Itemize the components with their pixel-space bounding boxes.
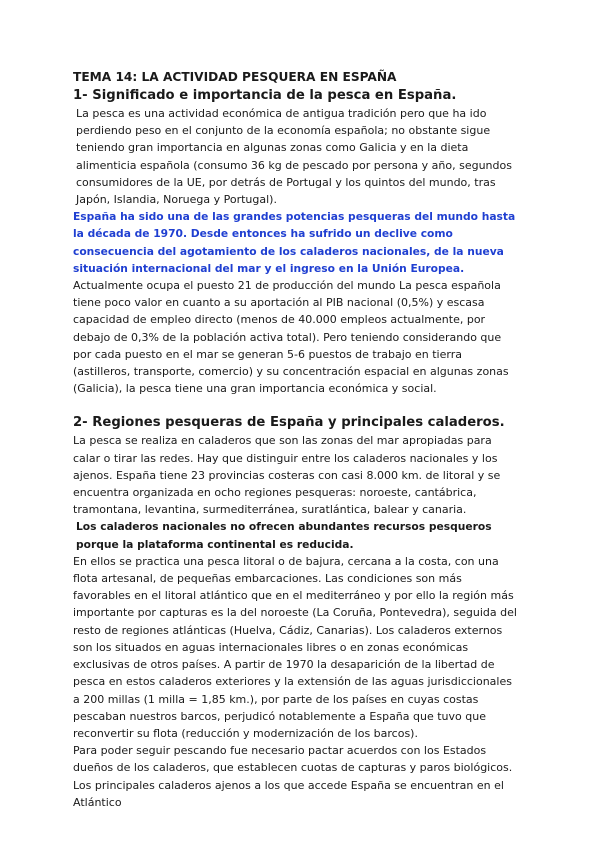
section-2-bold-paragraph: Los caladeros nacionales no ofrecen abundantes recursos pesqueros porque la plataforma continental es reducida.	[76, 520, 492, 551]
document-title: TEMA 14: LA ACTIVIDAD PESQUERA EN ESPAÑA	[73, 70, 397, 84]
section-1-heading: 1- Significado e importancia de la pesca en España.	[73, 88, 457, 103]
section-1-paragraph-2: Actualmente ocupa el puesto 21 de producción del mundo La pesca española tiene poco valor en cuanto a su aportación al PIB nacional (0,5%) y escasa capacidad de empleo directo (menos de 40.000 empleos actualmente, por debajo de 0,3% de la población activa total). Pero teniendo considerando que por cada puesto en el mar se generan 5-6 puestos de trabajo en tierra (astilleros, transporte, comercio) y su concentración espacial en algunas zonas (Galicia), la pesca tiene una gran importancia económica y social.	[73, 279, 509, 396]
section-2-paragraph-3: Para poder seguir pescando fue necesario pactar acuerdos con los Estados dueños de los caladeros, que establecen cuotas de capturas y paros biológicos. Los principales caladeros ajenos a los que accede España se encuentran en el Atlántico	[73, 744, 513, 809]
section-2-paragraph-1: La pesca se realiza en caladeros que son las zonas del mar apropiadas para calar o tirar las redes. Hay que distinguir entre los caladeros nacionales y los ajenos. España tiene 23 provincias costeras con casi 8.000 km. de litoral y se encuentra organizada en ocho regiones pesqueras: noroeste, cantábrica, tramontana, levantina, surmediterránea, suratlántica, balear y canaria.	[73, 434, 501, 517]
section-1-highlight-paragraph: España ha sido una de las grandes potencias pesqueras del mundo hasta la década de 1970. Desde entonces ha sufrido un declive como consecuencia del agotamiento de los caladeros nacionales, de la nueva situación internacional del mar y el ingreso en la Unión Europea.	[73, 210, 516, 275]
section-1-paragraph-1: La pesca es una actividad económica de antigua tradición pero que ha ido perdiendo peso en el conjunto de la economía española; no obstante sigue teniendo gran importancia en algunas zonas como Galicia y en la dieta alimenticia española (consumo 36 kg de pescado por persona y año, segundos consumidores de la UE, por detrás de Portugal y los quintos del mundo, tras Japón, Islandia, Noruega y Portugal).	[76, 107, 512, 207]
section-2-paragraph-2: En ellos se practica una pesca litoral o de bajura, cercana a la costa, con una flota artesanal, de pequeñas embarcaciones. Las condiciones son más favorables en el litoral atlántico que en el mediterráneo y por ello la región más importante por capturas es la del noroeste (La Coruña, Pontevedra), seguida del resto de regiones atlánticas (Huelva, Cádiz, Canarias). Los caladeros externos son los situados en aguas internacionales libres o en zonas económicas exclusivas de otros países. A partir de 1970 la desaparición de la libertad de pesca en estos caladeros exteriores y la extensión de las aguas jurisdiccionales a 200 millas (1 milla = 1,85 km.), por parte de los países en cuyas costas pescaban nuestros barcos, perjudicó notablemente a España que tuvo que reconvertir su flota (reducción y modernización de los barcos).	[73, 554, 517, 740]
section-2-heading: 2- Regiones pesqueras de España y principales caladeros.	[73, 415, 505, 431]
